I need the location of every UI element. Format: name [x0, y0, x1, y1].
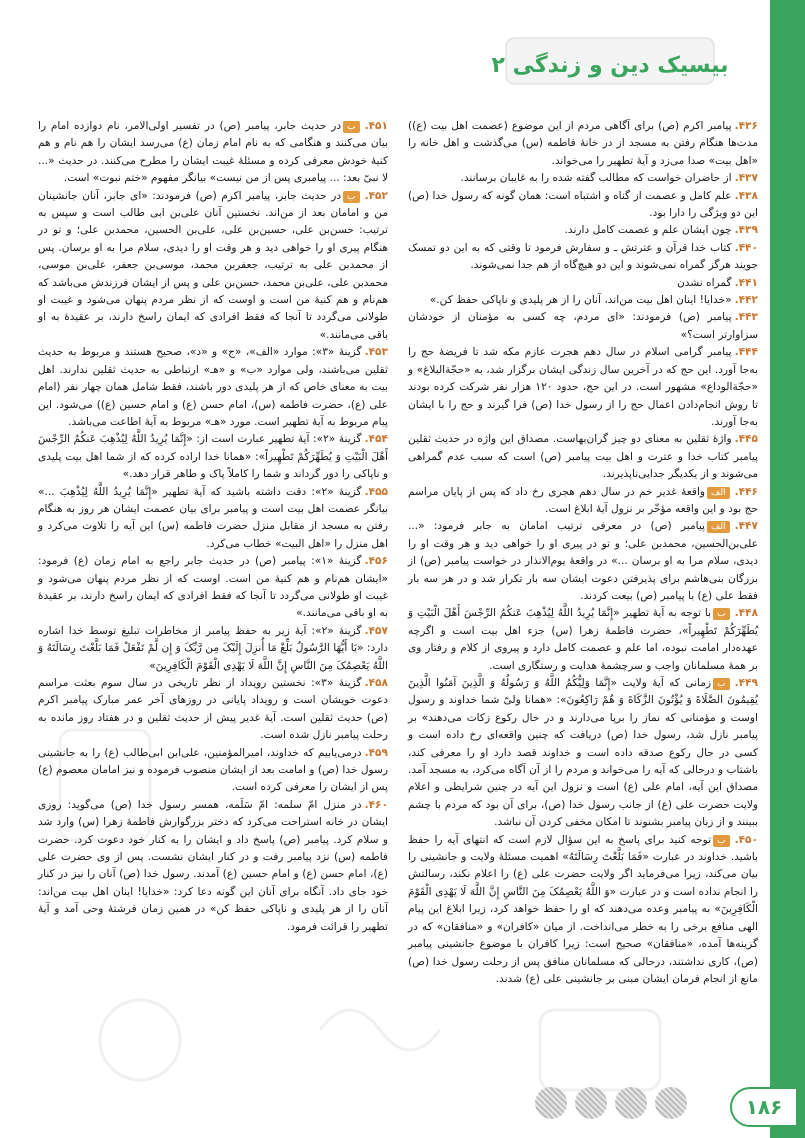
answer-entry	[408, 832, 758, 989]
answer-text: علم کامل و عصمت از گناه و اشتباه است: همان گونه که رسول خدا (ص) این دو ویژگی را دارا بود.	[408, 189, 758, 220]
decorative-dot	[535, 1087, 567, 1119]
option-badge: ب	[713, 608, 729, 620]
decorative-dots	[535, 1087, 705, 1127]
option-badge: ب	[343, 121, 359, 133]
option-badge: ب	[713, 835, 729, 847]
answer-text: پیامبر گرامی اسلام در سال دهم هجرت عازم مکه شد تا فریضهٔ حج را به‌جا آورد. این حج که در آخرین سال زندگی ایشان برگزار شد، به «حجّةالبلاغ» و «حجّةالوداع» مشهور است. در این حج، حدود ۱۲۰ هزار نفر شرکت کرده بودند تا روش انجام‌دادن اعمال حج را از رسول خدا (ص) فرا گیرند و حج را با ایشان به‌جا آورند.	[408, 346, 759, 428]
decorative-dot	[575, 1087, 607, 1119]
answer-number: ۴۴۴.	[734, 346, 758, 359]
answer-text: در حدیث جابر، پیامبر اکرم (ص) فرمودند: «ای جابر، آنان جانشینان من و امامان بعد از من‌اند. نخستین آنان علی‌بن ابی طالب است و سپس به ترتیب: حسن‌بن علی، حسین‌بن علی، علی‌بن الحسین، محمدبن علی؛ و تو در هنگام پیری او را خواهی دید و هر وقت او را دیدی، سلام مرا به او برسان. پس از محمدبن علی به ترتیب، جعفربن محمد، موسی‌بن جعفر، علی‌بن موسی، محمدبن علی، علی‌بن محمد، حسن‌بن علی و پس از ایشان فرزندش می‌باشد که هم‌نام و هم کنیهٔ من است و اوست که از نظر مردم پنهان می‌شود و غیبت او طولانی می‌گردد تا آنجا که فقط افرادی که ایمان راسخ دارند، بر عقیدهٔ به او باقی می‌مانند.»	[38, 189, 388, 341]
answer-number: ۴۴۳.	[734, 311, 758, 324]
answer-entry	[408, 292, 758, 309]
answer-entry	[408, 188, 758, 223]
answer-entry	[38, 188, 388, 345]
answer-number: ۴۳۸.	[734, 189, 758, 202]
option-badge: ب	[713, 678, 729, 690]
answer-number: ۴۵۴.	[364, 433, 389, 446]
page-number: ۱۸۶	[730, 1087, 798, 1127]
answer-text: پیامبر اکرم (ص) برای آگاهی مردم از این موضوع (عصمت اهل بیت (ع)) مدت‌ها هنگام رفتن به مسجد از در خانهٔ فاطمه (س) می‌گذشت و اهل خانه را «اهل بیت» صدا می‌زد و آیهٔ تطهیر را می‌خواند.	[408, 120, 758, 167]
answer-text: چون ایشان علم و عصمت کامل دارند.	[564, 224, 732, 237]
answer-text: زمانی که آیهٔ ولایت «إِنَّمَا وَلِیُّکُمُ اللَّهُ وَ رَسُولُهُ وَ الَّذِینَ آمَنُوا الَّذِینَ یُقِیمُونَ الصَّلَاةَ وَ یُؤْتُونَ الزَّکَاةَ وَ هُمْ رَاکِعُونَ»: «همانا ولیّ شما خداوند و رسول اوست و مؤمنانی که نماز را برپا می‌دارند و در حال رکوع زکات می‌دهند» بر پیامبر نازل شد، رسول خدا (ص) دریافت که چنین واقعه‌ای رخ داده است و کسی در حال رکوع صدقه داده است و خداوند قصد دارد او را معرفی کند، باشتاب و درحالی که آیه را می‌خواند و مردم را از آن آگاه می‌کرد، به مسجد آمد. مصداق این آیه، امام علی (ع) است و نزول این آیه در چنین شرایطی و اعلام ولایت حضرت علی (ع) از جانب رسول خدا (ص)، برای آن بود که مردم با چشم ببینند و از زبان پیامبر بشنوند تا امکان مخفی کردن آن نباشد.	[408, 677, 758, 829]
answer-entry	[408, 240, 758, 275]
answer-entry	[408, 344, 758, 431]
answer-entry	[38, 675, 388, 745]
answer-text: در منزل امّ سلمه: امّ سَلَمه، همسر رسول خدا (ص) می‌گوید: روزی ایشان در خانه استراحت می‌کرد که دختر بزرگوارش فاطمهٔ زهرا (س) وارد شد و سلام کرد. پیامبر (ص) پاسخ داد و ایشان را به کنار خود دعوت کرد. حضرت فاطمه (س) نزد پیامبر رفت و در کنار ایشان نشست. پس از وی حضرت علی (ع)، امام حسن (ع) و امام حسین (ع) آمدند. رسول خدا (ص) آنان را نیز در کنار خود جای داد. آنگاه برای آنان این گونه دعا کرد: «خدایا! اینان اهل بیت من‌اند: آنان را از هر پلیدی و ناپاکی حفظ کن» در همین زمان فرشتهٔ وحی آمد و آیهٔ تطهیر را قرائت فرمود.	[38, 798, 388, 933]
book-logo	[491, 30, 729, 92]
answer-text: گزینهٔ «۳»: موارد «الف»، «ج» و «د»، صحیح هستند و مربوط به حدیث ثقلین می‌باشند، ولی موارد «ب» و «هـ» ارتباطی به حدیث ثقلین ندارند. اهل بیت به معنای خاص که از هر پلیدی دور باشند، فقط شامل همان چهار نفر (امام علی (ع)، حضرت فاطمه (س)، امام حسن (ع) و امام حسین (ع)) می‌شود. این پیام مربوط به آیهٔ تطهیر است. مورد «هـ» مربوط به آیهٔ اطاعت می‌باشد.	[38, 346, 388, 428]
answer-entry	[38, 431, 388, 483]
answer-entry	[38, 623, 388, 675]
answer-text: در حدیث جابر، پیامبر (ص) در تفسیر اولی‌الامر، نام دوازده امام را بیان می‌کنند و هنگامی که به نام امام زمان (ع) می‌رسد ایشان را هم نام و هم کنیهٔ خودش معرفی کرده و مسئلهٔ غیبت ایشان را مطرح می‌کنند. در حدیث «... لا نبیّ بعد: ... پیامبری پس از من نیست» بیانگر مفهوم «ختم نبوت» است.	[38, 120, 388, 185]
answer-text: گزینهٔ «۲»: آیهٔ زیر به حفظ پیامبر از مخاطرات تبلیغ توسط خدا اشاره دارد: «یَا أَیُّهَا الرَّسُولُ بَلِّغْ مَا أُنزِلَ إِلَیْکَ مِن رَّبِّکَ وَ إِن لَّمْ تَفْعَلْ فَمَا بَلَّغْتَ رِسَالَتَهُ وَ اللَّهُ یَعْصِمُکَ مِنَ النَّاسِ إِنَّ اللَّهَ لَا یَهْدِی الْقَوْمَ الْکَافِرِینَ»	[38, 624, 388, 672]
answer-entry	[408, 170, 758, 187]
answer-number: ۴۶۰.	[364, 798, 388, 811]
side-color-bar	[770, 0, 805, 1138]
answer-number: ۴۴۵.	[734, 433, 758, 446]
answer-entry	[408, 518, 758, 605]
answer-columns	[38, 118, 758, 1073]
answer-text: کتاب خدا قرآن و عترتش ـ و سفارش فرمود تا وقتی که به این دو تمسک جویند هرگز گمراه نمی‌شوند و این دو هیچ‌گاه از هم جدا نمی‌شوند.	[408, 241, 758, 272]
answer-text: گزینهٔ «۳»: نخستین رویداد از نظر تاریخی در سال سوم بعثت مراسم دعوت خویشان است و رویداد پایانی در روزهای آخر عمر مبارک پیامبر اکرم (ص) حدیث ثقلین است. آیهٔ غدیر پیش از حدیث ثقلین و در هفتاد روز مانده به رحلت پیامبر نازل شده است.	[38, 677, 388, 742]
answer-text: واقعهٔ غدیر خم در سال دهم هجری رخ داد که پس از پایان مراسم حج بود و این واقعه مؤخّر بر نزول آیهٔ ابلاغ است.	[408, 485, 758, 515]
right-answer-column	[408, 118, 758, 1073]
answer-number: ۴۵۰.	[734, 833, 758, 846]
answer-entry	[38, 553, 388, 623]
answer-entry	[38, 745, 388, 797]
answer-text: گمراه نشدن	[676, 276, 732, 289]
answer-text: از حاضران خواست که مطالب گفته شده را به غایبان برسانند.	[460, 172, 732, 185]
answer-number: ۴۵۲.	[364, 189, 388, 202]
answer-entry	[408, 431, 758, 483]
answer-entry	[408, 275, 758, 292]
answer-text: پیامبر (ص) در معرفی ترتیب امامان به جابر فرمود: «... علی‌بن‌الحسین، محمدبن علی؛ و تو در پیری او را خواهی دید و هر وقت او را دیدی، سلام مرا به او برسان ...» در واقعهٔ یوم‌الانذار در خواست پیامبر (ص) از بزرگان بنی‌هاشم برای پذیرفتن دعوت ایشان سه بار تکرار شد و در هر سه بار فقط علی (ع) با پیامبر (ص) بیعت کردند.	[408, 520, 758, 602]
answer-text: درمی‌یابیم که خداوند، امیرالمؤمنین، علی‌ابن ابی‌طالب (ع) را به جانشینی رسول خدا (ص) و امامت بعد از ایشان منصوب فرموده و نیز امامان معصوم (ع) پس از ایشان را معرفی کرده است.	[38, 746, 388, 794]
answer-number: ۴۴۱.	[734, 276, 758, 289]
answer-number: ۴۳۶.	[734, 120, 758, 132]
answer-entry	[408, 675, 758, 832]
answer-number: ۴۴۷.	[734, 520, 758, 533]
answer-text: واژهٔ ثقلین به معنای دو چیز گران‌بهاست. مصداق این واژه در حدیث ثقلین پیامبر کتاب خدا و عترت و اهل بیت پیامبر (ص) است که سبب عدم گمراهی می‌شوند و از یکدیگر جدایی‌ناپذیرند.	[408, 433, 758, 481]
answer-number: ۴۵۳.	[364, 346, 388, 359]
answer-entry	[38, 344, 388, 431]
answer-number: ۴۵۵.	[364, 485, 389, 498]
logo-text: بیسیک دین و زندگی ۲	[491, 53, 729, 78]
option-badge: الف	[707, 487, 730, 499]
answer-number: ۴۵۶.	[364, 555, 388, 568]
answer-entry	[408, 605, 758, 675]
answer-number: ۴۵۹.	[364, 746, 388, 759]
answer-text: پیامبر (ص) فرمودند: «ای مردم، چه کسی به مؤمنان از خودشان سزاوارتر است؟»	[408, 311, 758, 341]
answer-entry	[38, 797, 388, 936]
answer-text: «خدایا! اینان اهل بیت من‌اند، آنان را از هر پلیدی و ناپاکی حفظ کن.»	[429, 294, 732, 307]
option-badge: الف	[707, 521, 730, 533]
decorative-dot	[615, 1087, 647, 1119]
answer-entry	[38, 118, 388, 188]
answer-number: ۴۳۹.	[734, 224, 758, 237]
answer-text: توجه کنید برای پاسخ به این سؤال لازم است که انتهای آیه را حفظ باشید. خداوند در عبارت «فَمَا بَلَّغْتَ رِسَالَتَهُ» اهمیت مسئلهٔ ولایت و جانشینی را بیان می‌کند، زیرا می‌فرماید اگر ولایت حضرت علی (ع) را اعلام نکند، رسالتش را انجام نداده است و در عبارت «وَ اللَّهُ یَعْصِمُکَ مِنَ النَّاسِ إِنَّ اللَّهَ لَا یَهْدِی الْقَوْمَ الْکَافِرِینَ» به پیامبر وعده می‌دهند که او را حفظ خواهد کرد، زیرا ابلاغ این پیام الهی منافع برخی را به خطر می‌انداخت. از میان «کافران» و «منافقان» که در گزینه‌ها آمده، «منافقان» صحیح است: زیرا کافران با موضوع جانشینی پیامبر (ص)، کاری نداشتند، درحالی که مسلمانان منافق پس از رحلت رسول خدا (ص) مانع از انجام فرمان ایشان مبنی بر جانشینی علی (ع) شدند.	[408, 833, 758, 985]
answer-entry	[408, 484, 758, 519]
answer-number: ۴۴۶.	[734, 485, 758, 498]
option-badge: ب	[343, 191, 359, 203]
answer-text: گزینهٔ «۲»: آیهٔ تطهیر عبارت است از: «إِنَّمَا یُرِیدُ اللَّهُ لِیُذْهِبَ عَنکُمُ الرِّجْسَ أَهْلَ الْبَیْتِ وَ یُطَهِّرَکُمْ تَطْهِیراً»: «همانا خدا اراده کرده که از شما اهل بیت پلیدی و ناپاکی را دور گرداند و شما را کاملاً پاک و طاهر قرار دهد.»	[38, 433, 388, 481]
answer-entry	[408, 222, 758, 239]
answer-number: ۴۵۱.	[364, 120, 388, 132]
answer-text: گزینهٔ «۱»: پیامبر (ص) در حدیث جابر راجع به امام زمان (ع) فرمود: «ایشان هم‌نام و هم کنیهٔ من است. اوست که از نظر مردم پنهان می‌شود و غیبت او طولانی می‌گردد تا آنجا که فقط افرادی که ایمان راسخ دارند، بر عقیدهٔ به او باقی می‌مانند.»	[38, 555, 388, 620]
answer-number: ۴۴۲.	[734, 294, 758, 307]
answer-number: ۴۳۷.	[734, 172, 758, 185]
answer-number: ۴۵۸.	[364, 677, 389, 689]
answer-text: گزینهٔ «۲»: دقت داشته باشید که آیهٔ تطهیر «إِنَّمَا یُرِیدُ اللَّهُ لِیُذْهِبَ ...» بیانگر عصمت اهل بیت است و پیامبر برای بیان عصمت ایشان هر روز به هنگام رفتن به مسجد از مقابل منزل حضرت فاطمه (س) این آیه را تلاوت می‌کرد و اهل منزل را «اهل البیت» خطاب می‌کرد.	[38, 485, 388, 550]
answer-number: ۴۴۹.	[734, 677, 758, 689]
answer-entry	[408, 309, 758, 344]
answer-entry	[38, 484, 388, 554]
answer-number: ۴۵۷.	[364, 624, 388, 637]
answer-entry	[408, 118, 758, 170]
answer-number: ۴۴۰.	[734, 241, 758, 254]
left-answer-column	[38, 118, 388, 1073]
decorative-dot	[655, 1087, 687, 1119]
answer-text: با توجه به آیهٔ تطهیر «إِنَّمَا یُرِیدُ اللَّهُ لِیُذْهِبَ عَنکُمُ الرِّجْسَ أَهْلَ الْبَیْتِ وَ یُطَهِّرَکُمْ تَطْهِیراً»، حضرت فاطمهٔ زهرا (س) جزء اهل بیت است و اگرچه عهده‌دار امامت نبوده، اما علم و عصمت کامل دارد و پیروی از کلام و رفتار وی بر همهٔ مسلمانان واجب و سرچشمهٔ هدایت و رستگاری است.	[408, 607, 758, 672]
answer-number: ۴۴۸.	[734, 607, 758, 620]
